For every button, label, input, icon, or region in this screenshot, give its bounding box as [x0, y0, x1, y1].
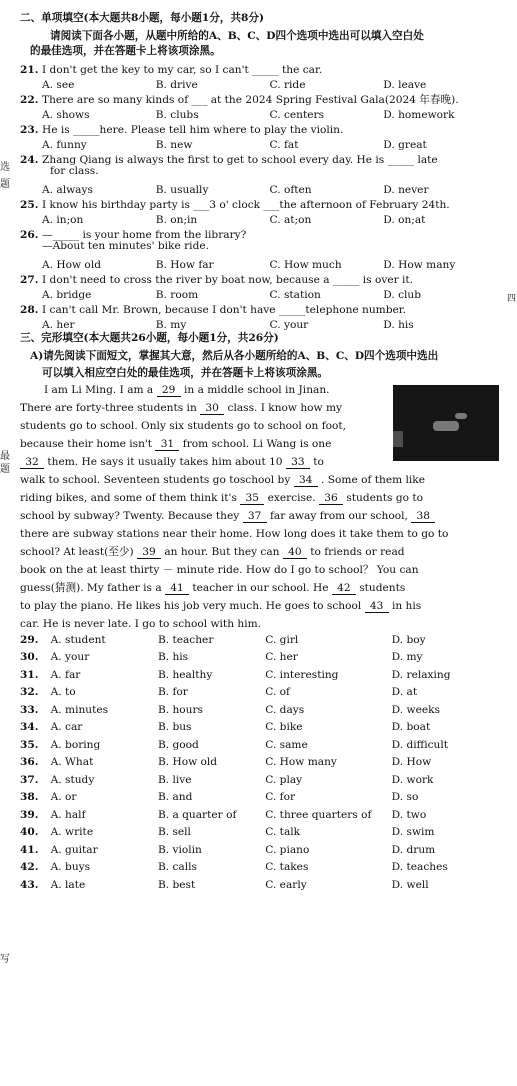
answer-option[interactable]: B. a quarter of — [157, 808, 237, 821]
answer-option[interactable]: A. funny — [42, 139, 87, 152]
passage-text: guess(猜测). My father is a — [20, 582, 166, 594]
question-row — [20, 271, 497, 286]
question-row — [20, 91, 497, 106]
blank-number: 33 — [286, 457, 310, 469]
passage-text: in a middle school in Jinan. — [180, 384, 330, 396]
question-number: 35. — [20, 738, 39, 751]
section-3-heading: 三、完形填空(本大题共26小题，每小题1分，共26分) — [20, 332, 279, 344]
answer-option[interactable]: D. my — [391, 651, 423, 664]
answer-option[interactable]: B. live — [157, 773, 192, 786]
blank-number: 43 — [365, 601, 389, 613]
blank-number: 41 — [165, 583, 189, 595]
question-text: I can't call Mr. Brown, because I don't have _____telephone number. — [42, 304, 407, 317]
cloze-passage — [20, 385, 497, 628]
cloze-question-row — [20, 733, 497, 751]
answer-option[interactable]: B. teacher — [157, 633, 214, 646]
passage-text: . Some of them like — [317, 474, 426, 486]
passage-text: students go to — [343, 492, 423, 504]
cloze-options-list — [20, 628, 497, 891]
answer-option[interactable]: C. at;on — [269, 214, 312, 227]
answer-options — [20, 76, 497, 91]
answer-option[interactable]: D. difficult — [391, 738, 448, 751]
answer-option[interactable]: B. room — [155, 289, 199, 302]
answer-option[interactable]: B. clubs — [155, 109, 199, 122]
passage-text: I am Li Ming. I am a — [44, 384, 157, 396]
passage-text: students go to school. Only six students go to school on foot, — [20, 420, 347, 432]
passage-text: class. I know how my — [224, 402, 343, 414]
passage-text: there are subway stations near their home. How long does it take them to go to — [20, 528, 449, 540]
passage-line — [20, 475, 497, 493]
question-number: 22. — [20, 94, 39, 107]
blank-number: 39 — [137, 547, 161, 559]
answer-options — [20, 256, 497, 271]
question-number: 30. — [20, 651, 39, 664]
answer-option[interactable]: A. guitar — [50, 843, 98, 856]
answer-option[interactable]: B. usually — [155, 184, 209, 197]
answer-option[interactable]: D. club — [383, 289, 422, 302]
passage-text: an hour. But they can — [160, 546, 283, 558]
answer-option[interactable]: C. play — [265, 773, 303, 786]
cloze-question-row — [20, 646, 497, 664]
answer-option[interactable]: C. talk — [265, 826, 301, 839]
cloze-question-row — [20, 821, 497, 839]
answer-option[interactable]: B. sell — [157, 826, 191, 839]
cloze-question-row — [20, 838, 497, 856]
blank-number: 30 — [200, 403, 224, 415]
passage-text: them. He says it usually takes him about 10 — [44, 456, 286, 468]
binding-margin-char: 最 — [0, 451, 10, 462]
answer-option[interactable]: A. in;on — [42, 214, 84, 227]
answer-option[interactable]: C. interesting — [265, 668, 339, 681]
question-continuation: —About ten minutes' bike ride. — [42, 240, 209, 252]
answer-option[interactable]: B. violin — [157, 843, 202, 856]
answer-option[interactable]: D. great — [383, 139, 427, 152]
passage-line — [20, 493, 497, 511]
blank-number: 34 — [294, 475, 318, 487]
answer-option[interactable]: C. fat — [269, 139, 299, 152]
question-row — [20, 121, 497, 136]
question-number: 37. — [20, 773, 39, 786]
multiple-choice-list — [20, 61, 497, 331]
cloze-question-row — [20, 786, 497, 804]
answer-option[interactable]: A. car — [50, 721, 83, 734]
blank-number: 31 — [155, 439, 179, 451]
answer-option[interactable]: D. drum — [391, 843, 436, 856]
question-row — [20, 301, 497, 316]
answer-option[interactable]: B. my — [155, 319, 187, 332]
question-text: I don't get the key to my car, so I can't _____ the car. — [42, 64, 323, 77]
passage-text: car. He is never late. I go to school with him. — [20, 618, 262, 630]
question-text: He is _____here. Please tell him where to play the violin. — [42, 124, 344, 137]
answer-option[interactable]: C. three quarters of — [265, 808, 372, 821]
answer-option[interactable]: A. write — [50, 826, 94, 839]
answer-option[interactable]: C. her — [265, 651, 298, 664]
question-number: 43. — [20, 878, 39, 891]
question-number: 31. — [20, 668, 39, 681]
answer-option[interactable]: D. work — [391, 773, 434, 786]
answer-option[interactable]: A. or — [50, 791, 77, 804]
answer-option[interactable]: C. centers — [269, 109, 325, 122]
answer-option[interactable]: D. never — [383, 184, 429, 197]
question-row — [20, 151, 497, 166]
answer-option[interactable]: A. shows — [42, 109, 90, 122]
answer-option[interactable]: A. late — [50, 878, 86, 891]
answer-option[interactable]: A. always — [42, 184, 93, 197]
answer-option[interactable]: A. study — [50, 773, 95, 786]
answer-option[interactable]: A. your — [50, 651, 90, 664]
question-text: I don't need to cross the river by boat now, because a _____ is over it. — [42, 274, 414, 287]
answer-options — [20, 286, 497, 301]
answer-option[interactable]: C. How many — [265, 756, 337, 769]
passage-line — [20, 547, 497, 565]
passage-line — [20, 619, 497, 637]
answer-option[interactable]: A. far — [50, 668, 81, 681]
cloze-question-row — [20, 681, 497, 699]
section-2-instruction: 的最佳选项，并在答题卡上将该项涂黑。 — [30, 45, 221, 57]
answer-option[interactable]: D. How many — [383, 259, 456, 272]
blank-number: 37 — [243, 511, 267, 523]
answer-option[interactable]: B. drive — [155, 79, 198, 92]
passage-text: to — [309, 456, 324, 468]
binding-margin-char: 题 — [0, 464, 10, 475]
cloze-question-row — [20, 716, 497, 734]
passage-line — [20, 511, 497, 529]
question-row — [20, 196, 497, 211]
answer-option[interactable]: C. piano — [265, 843, 310, 856]
blank-number: 35 — [240, 493, 264, 505]
question-number: 29. — [20, 633, 39, 646]
cloze-question-row — [20, 803, 497, 821]
question-number: 32. — [20, 686, 39, 699]
cloze-question-row — [20, 768, 497, 786]
cloze-question-row — [20, 663, 497, 681]
answer-option[interactable]: C. takes — [265, 861, 309, 874]
answer-option[interactable]: D. at — [391, 686, 418, 699]
section-3-instruction: A)请先阅读下面短文，掌握其大意，然后从各小题所给的A、B、C、D四个选项中选出 — [30, 350, 439, 362]
answer-option[interactable]: B. good — [157, 738, 199, 751]
answer-option[interactable]: A. boring — [50, 738, 101, 751]
answer-option[interactable]: A. How old — [42, 259, 101, 272]
blank-number: 42 — [332, 583, 356, 595]
answer-option[interactable]: D. teaches — [391, 861, 448, 874]
answer-option[interactable]: C. early — [265, 878, 307, 891]
answer-option[interactable]: C. days — [265, 703, 305, 716]
answer-option[interactable]: C. for — [265, 791, 296, 804]
answer-option[interactable]: A. her — [42, 319, 75, 332]
answer-option[interactable]: D. weeks — [391, 703, 440, 716]
passage-text: teacher in our school. He — [189, 582, 332, 594]
answer-option[interactable]: B. and — [157, 791, 193, 804]
question-number: 28. — [20, 304, 39, 317]
answer-option[interactable]: D. on;at — [383, 214, 426, 227]
question-number: 39. — [20, 808, 39, 821]
question-row — [20, 226, 497, 241]
answer-option[interactable]: A. buys — [50, 861, 91, 874]
answer-option[interactable]: A. half — [50, 808, 86, 821]
passage-text: book on the at least thirty － minute ride. How do I go to school？ You can — [20, 564, 419, 576]
answer-option[interactable]: C. of — [265, 686, 290, 699]
answer-options — [20, 136, 497, 151]
answer-option[interactable]: D. leave — [383, 79, 427, 92]
answer-option[interactable]: C. often — [269, 184, 312, 197]
question-text: There are so many kinds of ___ at the 2024 Spring Festival Gala(2024 年春晚). — [42, 94, 459, 107]
answer-option[interactable]: C. girl — [265, 633, 299, 646]
answer-option[interactable]: C. station — [269, 289, 321, 302]
section-3-instruction: 可以填入相应空白处的最佳选项，并在答题卡上将该项涂黑。 — [42, 367, 329, 379]
question-text: —_____ is your home from the library? — [42, 229, 247, 242]
answer-option[interactable]: D. homework — [383, 109, 455, 122]
binding-margin-char: 选 — [0, 162, 10, 173]
blank-number: 38 — [411, 511, 435, 523]
passage-text: school by subway? Twenty. Because they — [20, 510, 243, 522]
question-number: 36. — [20, 756, 39, 769]
answer-option[interactable]: D. swim — [391, 826, 435, 839]
passage-line — [20, 601, 497, 619]
blank-number: 40 — [283, 547, 307, 559]
question-continuation: for class. — [50, 165, 99, 177]
answer-option[interactable]: B. How far — [155, 259, 214, 272]
passage-text: to friends or read — [306, 546, 405, 558]
answer-option[interactable]: A. minutes — [50, 703, 109, 716]
blank-number: 29 — [157, 385, 181, 397]
question-number: 42. — [20, 861, 39, 874]
answer-option[interactable]: D. well — [391, 878, 429, 891]
answer-options — [20, 316, 497, 331]
passage-text: in his — [388, 600, 422, 612]
passage-line — [20, 565, 497, 583]
question-number: 40. — [20, 826, 39, 839]
answer-option[interactable]: D. two — [391, 808, 427, 821]
question-number: 33. — [20, 703, 39, 716]
answer-option[interactable]: B. How old — [157, 756, 218, 769]
passage-text: far away from our school, — [266, 510, 412, 522]
passage-text: students — [355, 582, 406, 594]
question-number: 41. — [20, 843, 39, 856]
section-2-instruction: 请阅读下面各小题，从题中所给的A、B、C、D四个选项中选出可以填入空白处 — [50, 30, 424, 42]
question-number: 38. — [20, 791, 39, 804]
answer-option[interactable]: A. student — [50, 633, 106, 646]
question-number: 27. — [20, 274, 39, 287]
passage-text: to play the piano. He likes his job very much. He goes to school — [20, 600, 365, 612]
question-number: 25. — [20, 199, 39, 212]
question-number: 34. — [20, 721, 39, 734]
passage-text: riding bikes, and some of them think it's — [20, 492, 241, 504]
passage-photo — [393, 385, 499, 461]
question-number: 21. — [20, 64, 39, 77]
answer-option[interactable]: B. calls — [157, 861, 197, 874]
question-number: 26. — [20, 229, 39, 242]
answer-option[interactable]: D. so — [391, 791, 419, 804]
cloze-question-row — [20, 873, 497, 891]
section-2-heading: 二、单项填空(本大题共8小题，每小题1分，共8分) — [20, 12, 265, 24]
blank-number: 32 — [20, 457, 44, 469]
question-number: 24. — [20, 154, 39, 167]
answer-option[interactable]: A. bridge — [42, 289, 92, 302]
answer-option[interactable]: A. to — [50, 686, 76, 699]
passage-text: walk to school. Seventeen students go toschool by — [20, 474, 294, 486]
binding-margin-char: 写 — [0, 954, 10, 965]
answer-option[interactable]: B. new — [155, 139, 193, 152]
side-margin-char: 四 — [507, 294, 517, 304]
answer-option[interactable]: D. boy — [391, 633, 426, 646]
answer-option[interactable]: C. bike — [265, 721, 303, 734]
answer-option[interactable]: A. see — [42, 79, 75, 92]
question-text: Zhang Qiang is always the first to get to school every day. He is _____ late — [42, 154, 438, 167]
answer-option[interactable]: B. for — [157, 686, 188, 699]
answer-option[interactable]: C. your — [269, 319, 309, 332]
answer-option[interactable]: C. ride — [269, 79, 306, 92]
answer-option[interactable]: D. relaxing — [391, 668, 451, 681]
answer-option[interactable]: D. boat — [391, 721, 431, 734]
answer-option[interactable]: B. his — [157, 651, 189, 664]
blank-number: 36 — [319, 493, 343, 505]
answer-option[interactable]: D. his — [383, 319, 414, 332]
passage-text: There are forty-three students in — [20, 402, 201, 414]
passage-text: school? At least(至少) — [20, 546, 137, 558]
passage-line — [20, 583, 497, 601]
answer-options — [20, 211, 497, 226]
answer-option[interactable]: D. How — [391, 756, 432, 769]
answer-option[interactable]: B. healthy — [157, 668, 213, 681]
cloze-question-row — [20, 751, 497, 769]
binding-margin-char: 题 — [0, 179, 10, 190]
cloze-question-row — [20, 856, 497, 874]
answer-option[interactable]: B. bus — [157, 721, 192, 734]
answer-options — [20, 181, 497, 196]
answer-option[interactable]: C. How much — [269, 259, 342, 272]
cloze-question-row — [20, 698, 497, 716]
answer-option[interactable]: B. best — [157, 878, 196, 891]
question-number: 23. — [20, 124, 39, 137]
passage-text: exercise. — [264, 492, 319, 504]
answer-options — [20, 106, 497, 121]
answer-option[interactable]: B. on;in — [155, 214, 198, 227]
passage-text: because their home isn't — [20, 438, 156, 450]
answer-option[interactable]: A. What — [50, 756, 94, 769]
passage-text: from school. Li Wang is one — [179, 438, 332, 450]
question-text: I know his birthday party is ___3 o' clock ___the afternoon of February 24th. — [42, 199, 450, 212]
answer-option[interactable]: B. hours — [157, 703, 203, 716]
answer-option[interactable]: C. same — [265, 738, 308, 751]
question-row — [20, 61, 497, 76]
exam-content — [20, 13, 497, 891]
passage-line — [20, 529, 497, 547]
